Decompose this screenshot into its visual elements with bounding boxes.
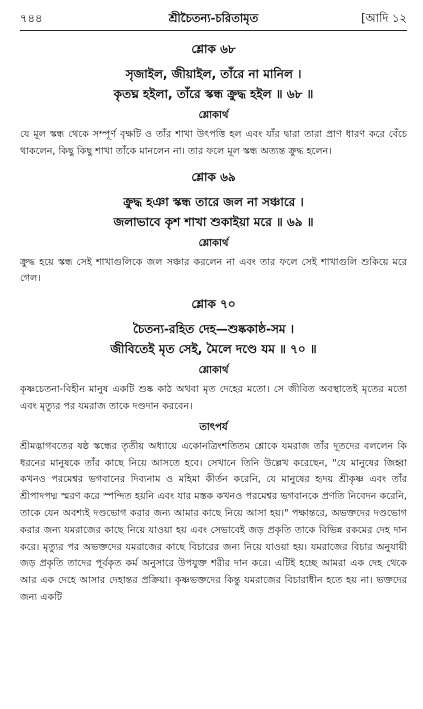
section-label: [আদি ১২ [361,11,407,25]
page-number: ৭৪৪ [20,11,43,25]
translation-heading: শ্লোকার্থ [198,237,229,249]
translation-text: কৃষ্ণচেতনা-বিহীন মানুষ একটি শুষ্ক কাঠ অথবা মৃত দেহের মতো। সে জীবিত অবস্থাতেই মৃতের মতো এবং মৃত্যুর পর যমরাজ তাকে দণ্ডদান করবেন। [20,384,407,412]
verse-line: চৈতন্য-রহিত দেহ—শুষ্ককাষ্ঠ-সম । [132,322,295,337]
verse-number: শ্লোক ৬৮ [191,42,236,56]
verse-block-69 [20,169,407,289]
header-divider [20,30,407,31]
translation-heading: শ্লোকার্থ [198,365,229,377]
page-header [20,6,407,28]
translation-heading: শ্লোকার্থ [198,110,229,121]
verse-line: জীবিতেই মৃত সেই, মৈলে দণ্ডে যম ॥ ৭০ ॥ [110,342,317,357]
purport-block [20,420,407,607]
translation-text: ক্রুদ্ধ হয়ে স্কন্ধ সেই শাখাগুলিকে জল সঞ্চার করলেন না এবং তার ফলে সেই শাখাগুলি শুকিয়ে মরে গেল। [20,256,407,285]
verse-line: সৃজাইল, জীয়াইল, তাঁরে না মানিল । [125,67,302,81]
verse-line: ক্রুদ্ধ হঞা স্কন্ধ তারে জল না সঞ্চারে । [123,194,304,209]
verse-line: জলাভাবে কৃশ শাখা শুকাইয়া মরে ॥ ৬৯ ॥ [113,214,314,229]
verse-number: শ্লোক ৬৯ [191,169,236,184]
purport-text: শ্রীমদ্ভাগবতের ষষ্ঠ স্কন্ধের তৃতীয় অধ্যায়ে একোনত্রিংশতিতম শ্লোকে যমরাজ তাঁর দূতদের বললেন কি ধরনের মানুষকে তাঁর কাছে নিয়ে আসতে হবে। সেখানে তিনি উল্লেখ করেছেন, "যে মানুষের জিহ্বা কখনও পরমেশ্বর ভগবানের দিব্যনাম ও মহিমা কীর্তন করেনি, যে মানুষের হৃদয় শ্রীকৃষ্ণ এবং তাঁর শ্রীপাদপদ্ম স্মরণ করে স্পন্দিত হয়নি এবং যার মস্তক কখনও পরমেশ্বর ভগবানকে প্রণতি নিবেদন করেনি, তাকে যেন অবশ্যই দণ্ডভোগ করার জন্য আমার কাছে নিয়ে আসা হয়।" পক্ষান্তরে, অভক্তদের দণ্ডভোগ করার জন্য যমরাজের কাছে নিয়ে যাওয়া হয় এবং সেভাবেই জড় প্রকৃতি তাকে বিভিন্ন রকমের দেহ দান করে। মৃত্যুর পর অভক্তদের যমরাজের কাছে বিচারের জন্য নিয়ে যাওয়া হয়। যমরাজের বিচার অনুযায়ী জড় প্রকৃতি তাদের পূর্বকৃত কর্ম অনুসারে উপযুক্ত শরীর দান করে। এটিই হচ্ছে আমরা এক দেহ থেকে আর এক দেহে আসার দেহান্তর প্রক্রিয়া। কৃষ্ণভক্তদের কিন্তু যমরাজের বিচারাধীন হতে হয় না। ভক্তদের জন্য একটি [20,440,407,603]
verse-block-70 [20,296,407,416]
verse-block-68 [20,41,407,161]
book-title: শ্রীচৈতন্য-চরিতামৃত [168,11,259,25]
verse-line: কৃতঘ্ন হইলা, তাঁরে স্কন্ধ ক্রুদ্ধ হইল ॥ ৬৮ ॥ [113,87,314,101]
purport-heading: তাৎপর্য [199,421,228,433]
verse-number: শ্লোক ৭০ [191,297,236,312]
translation-text: যে মূল স্কন্ধ থেকে সম্পূর্ণ বৃক্ষটি ও তাঁর শাখা উৎপত্তি হল এবং যাঁর দ্বারা তারা প্রাণ ধারণ করে বেঁচে থাকলেন, কিছু কিছু শাখা তাঁকে মানলেন না। তার ফলে মূল স্কন্ধ অত্যন্ত ক্রুদ্ধ হলেন। [20,129,407,157]
